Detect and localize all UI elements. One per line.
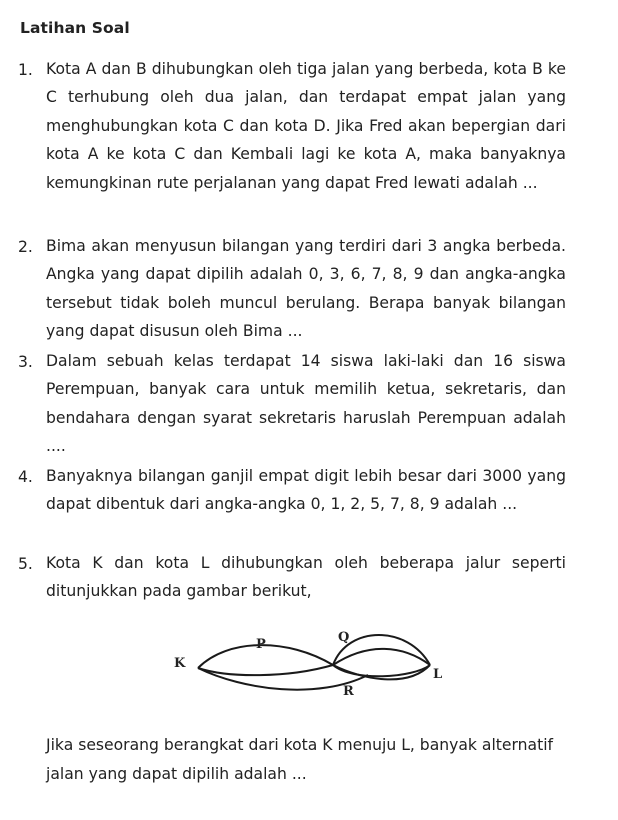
question-1 <box>18 61 566 197</box>
question-number: 2. <box>18 238 33 256</box>
question-3 <box>18 353 566 461</box>
label-r: R <box>343 684 354 699</box>
label-p: P <box>256 637 266 652</box>
question-text: Dalam sebuah kelas terdapat 14 siswa laki-laki dan 16 siswa Perempuan, banyak cara untuk memilih ketua, sekretaris, dan bendahara dengan syarat sekretaris haruslah Perempuan adalah .... <box>46 352 566 456</box>
question-number: 4. <box>18 468 33 486</box>
question-2 <box>18 238 566 346</box>
question-number: 3. <box>18 353 33 371</box>
question-number: 1. <box>18 61 33 79</box>
question-text: Kota A dan B dihubungkan oleh tiga jalan yang berbeda, kota B ke C terhubung oleh dua jalan, dan terdapat empat jalan yang menghubungkan kota C dan kota D. Jika Fred akan bepergian dari kota A ke kota C dan Kembali lagi ke kota A, maka banyaknya kemungkinan rute perjalanan yang dapat Fred lewati adalah ... <box>46 60 566 192</box>
question-text: Bima akan menyusun bilangan yang terdiri dari 3 angka berbeda. Angka yang dapat dipilih adalah 0, 3, 6, 7, 8, 9 dan angka-angka tersebut tidak boleh muncul berulang. Berapa banyak bilangan yang dapat disusun oleh Bima ... <box>46 237 566 341</box>
page-title: Latihan Soal <box>20 19 130 37</box>
route-diagram <box>168 620 448 705</box>
question-number: 5. <box>18 555 33 573</box>
question-text: Kota K dan kota L dihubungkan oleh beberapa jalur seperti ditunjukkan pada gambar berikut, <box>46 554 566 601</box>
question-5-followup: Jika seseorang berangkat dari kota K menuju L, banyak alternatif jalan yang dapat dipilih adalah ... <box>46 736 554 783</box>
label-l: L <box>433 667 443 682</box>
label-q: Q <box>338 630 350 645</box>
question-text: Banyaknya bilangan ganjil empat digit lebih besar dari 3000 yang dapat dibentuk dari angka-angka 0, 1, 2, 5, 7, 8, 9 adalah ... <box>46 467 566 514</box>
route-k-q-lower <box>198 665 333 675</box>
question-4 <box>18 468 566 519</box>
question-5 <box>18 555 566 606</box>
label-k: K <box>174 656 186 671</box>
route-q-l-middle <box>333 649 430 665</box>
